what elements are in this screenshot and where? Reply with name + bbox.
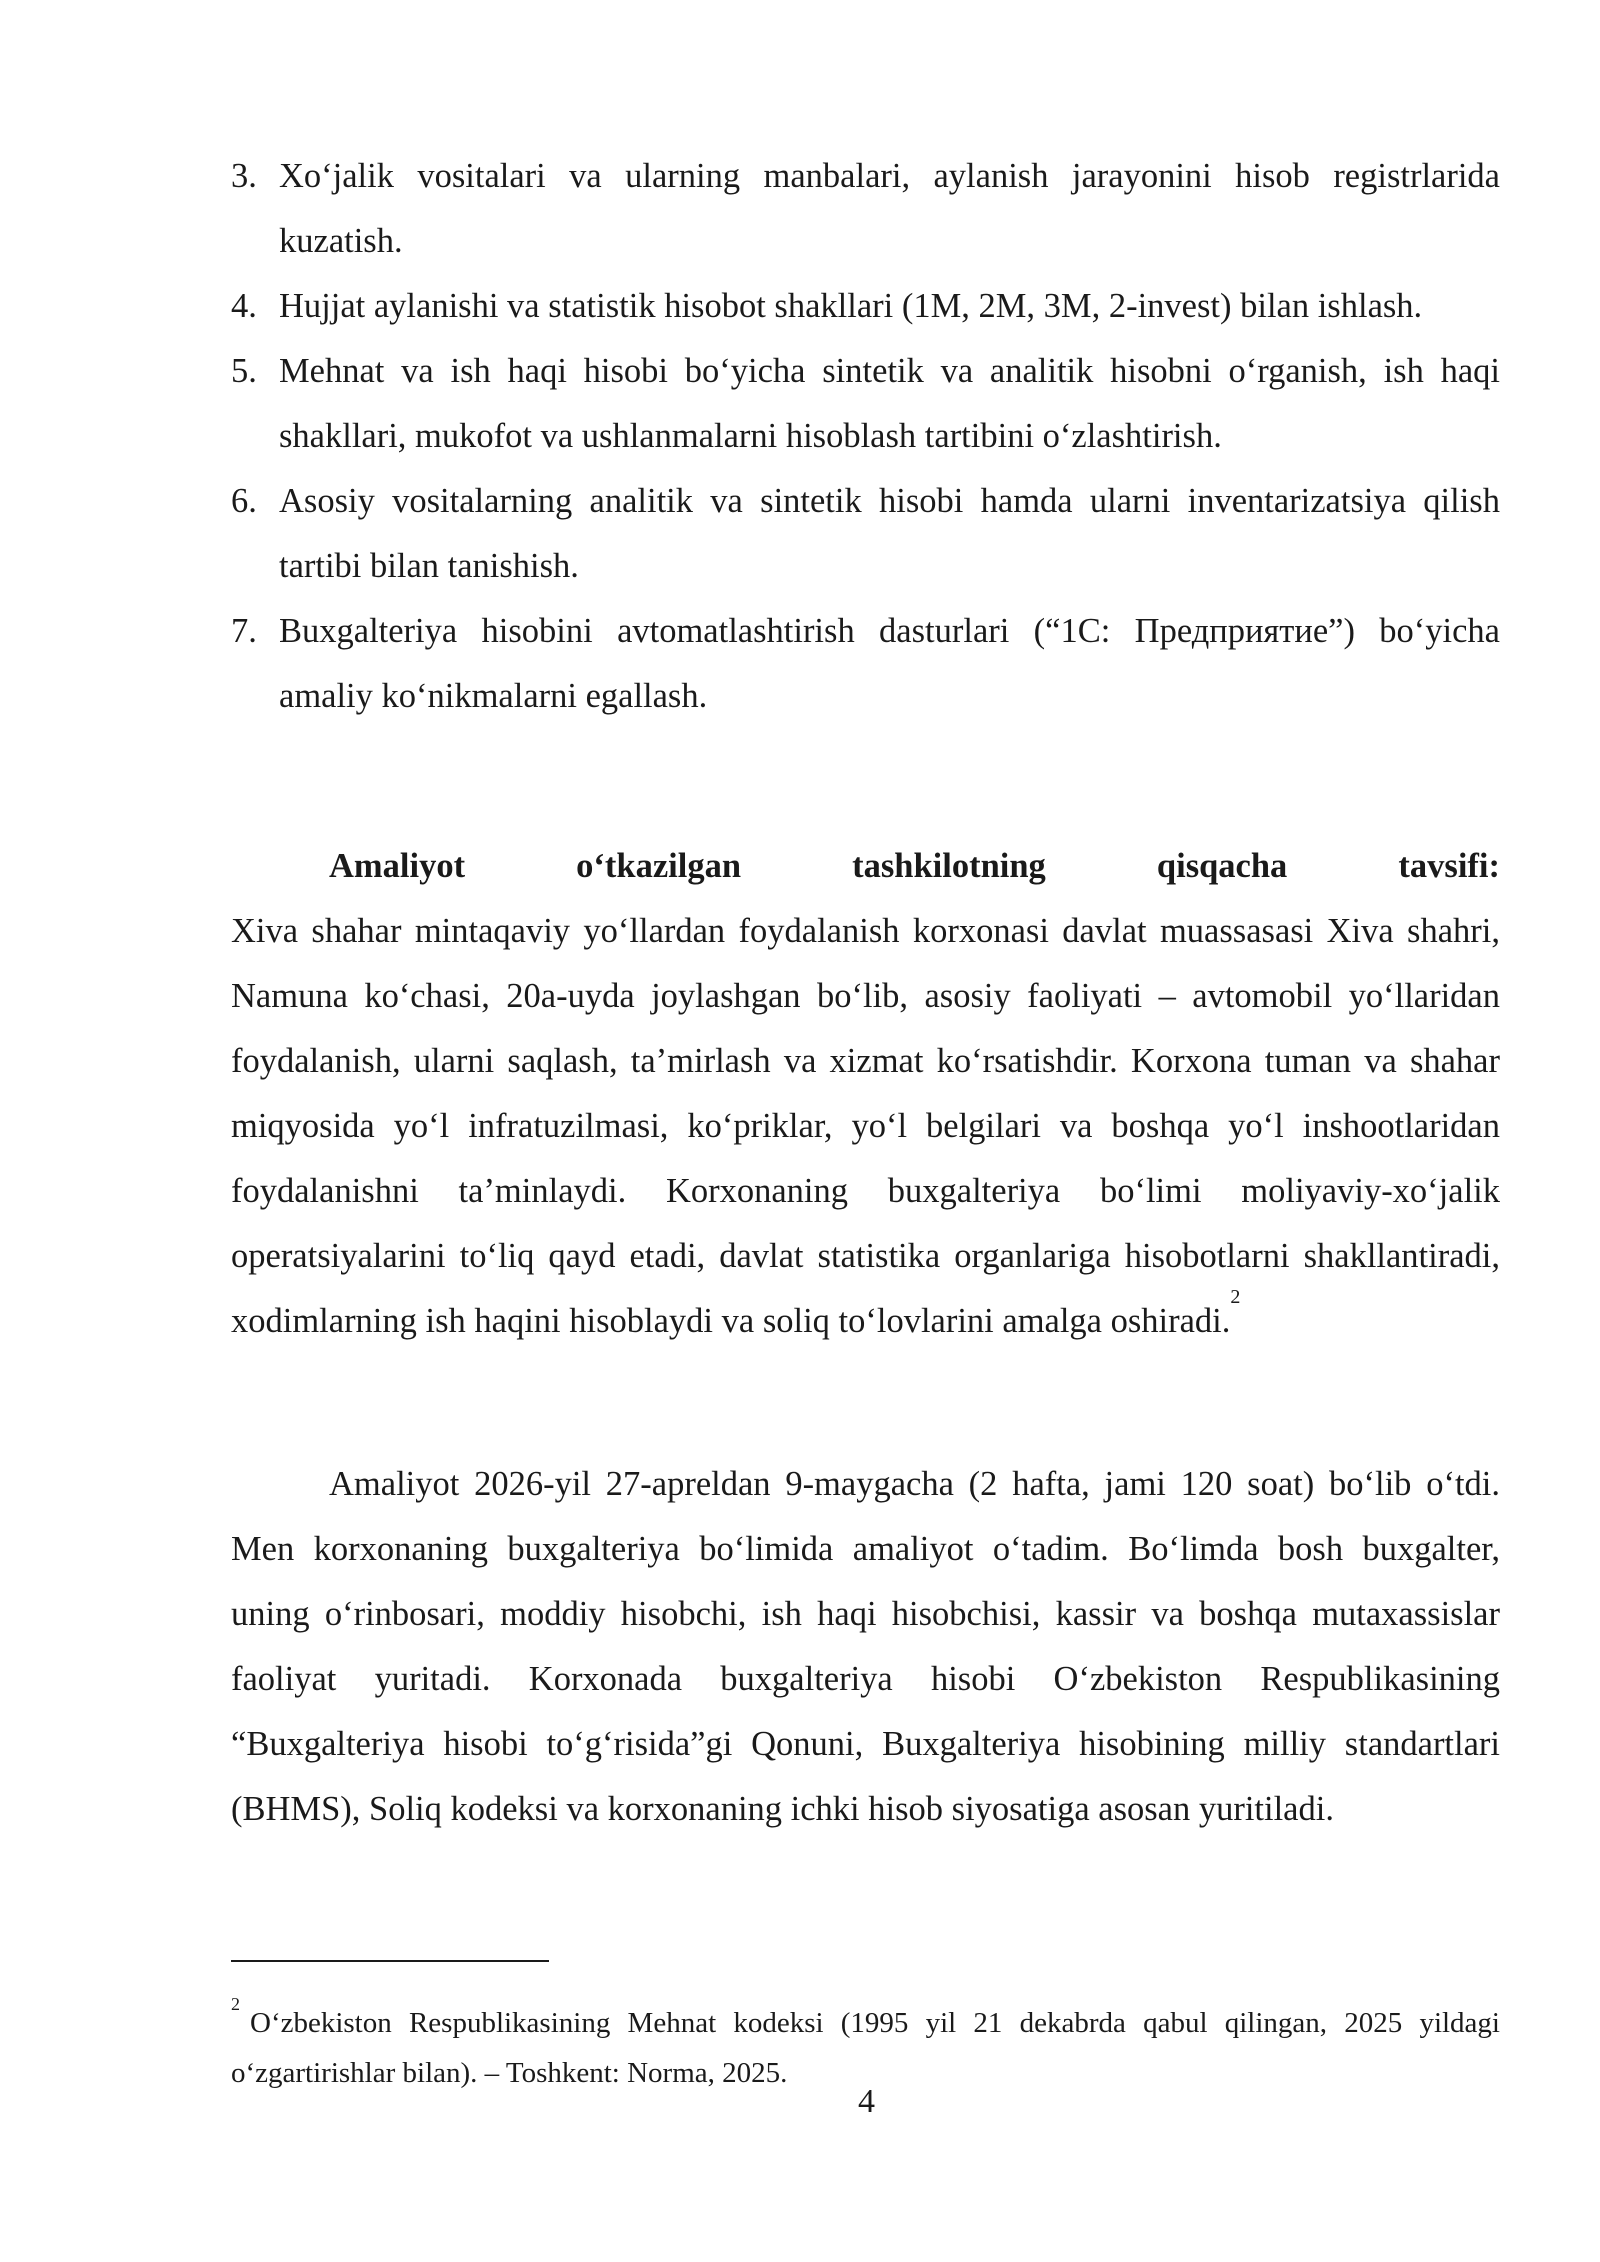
list-item xyxy=(231,274,1500,339)
list-text: Mehnat va ish haqi hisobi bo‘yicha sintetik va analitik hisobni o‘rganish, ish haqi shakllari, mukofot va ushlanmalarni hisoblash tartibini o‘zlashtirish. xyxy=(279,352,1500,455)
page-number: 4 xyxy=(858,2083,875,2120)
list-item xyxy=(231,339,1500,469)
list-number: 7. xyxy=(231,612,257,650)
list-number: 5. xyxy=(231,352,257,390)
organization-description xyxy=(231,834,1500,1354)
task-list xyxy=(231,144,1500,729)
list-text: Xo‘jalik vositalari va ularning manbalari, aylanish jarayonini hisob registrlarida kuzatish. xyxy=(279,157,1500,260)
footnote-separator xyxy=(231,1960,549,1962)
practice-paragraph: Amaliyot 2026-yil 27-apreldan 9-maygacha (2 hafta, jami 120 soat) bo‘lib o‘tdi. Men korxonaning buxgalteriya bo‘limida amaliyot o‘tadim. Bo‘limda bosh buxgalter, uning o‘rinbosari, moddiy hisobchi, ish haqi hisobchisi, kassir va boshqa mutaxassislar faoliyat yuritadi. Korxonada buxgalteriya hisobi O‘zbekiston Respublikasining “Buxgalteriya hisobi to‘g‘risida”gi Qonuni, Buxgalteriya hisobining milliy standartlari (BHMS), Soliq kodeksi va korxonaning ichki hisob siyosatiga asosan yuritiladi. xyxy=(231,1465,1500,1828)
list-number: 6. xyxy=(231,482,257,520)
list-number: 3. xyxy=(231,157,257,195)
list-item xyxy=(231,599,1500,729)
list-text: Hujjat aylanishi va statistik hisobot shakllari (1M, 2M, 3M, 2-invest) bilan ishlash. xyxy=(279,287,1423,325)
footnote-reference: 2 xyxy=(1230,1286,1241,1308)
list-item xyxy=(231,469,1500,599)
footnote-text: O‘zbekiston Respublikasining Mehnat kodeksi (1995 yil 21 dekabrda qabul qilingan, 2025 yildagi o‘zgartirishlar bilan). – Toshkent: Norma, 2025. xyxy=(231,2007,1500,2089)
list-text: Buxgalteriya hisobini avtomatlashtirish dasturlari (“1C: Предприятие”) bo‘yicha amaliy ko‘nikmalarni egallash. xyxy=(279,612,1500,715)
organization-paragraph: Xiva shahar mintaqaviy yo‘llardan foydalanish korxonasi davlat muassasasi Xiva shahri, Namuna ko‘chasi, 20a-uyda joylashgan bo‘lib, asosiy faoliyati – avtomobil yo‘llaridan foydalanish, ularni saqlash, ta’mirlash va xizmat ko‘rsatishdir. Korxona tuman va shahar miqyosida yo‘l infratuzilmasi, ko‘priklar, yo‘l belgilari va boshqa yo‘l inshootlaridan foydalanishni ta’minlaydi. Korxonaning buxgalteriya bo‘limi moliyaviy-xo‘jalik operatsiyalarini to‘liq qayd etadi, davlat statistika organlariga hisobotlarni shakllantiradi, xodimlarning ish haqini hisoblaydi va soliq to‘lovlarini amalga oshiradi. xyxy=(231,912,1500,1340)
list-number: 4. xyxy=(231,287,257,325)
list-text: Asosiy vositalarning analitik va sintetik hisobi hamda ularni inventarizatsiya qilish tartibi bilan tanishish. xyxy=(279,482,1500,585)
section-title: Amaliyot o‘tkazilgan tashkilotning qisqacha tavsifi: xyxy=(329,847,1500,885)
footnote-marker: 2 xyxy=(231,1994,240,2014)
list-item xyxy=(231,144,1500,274)
